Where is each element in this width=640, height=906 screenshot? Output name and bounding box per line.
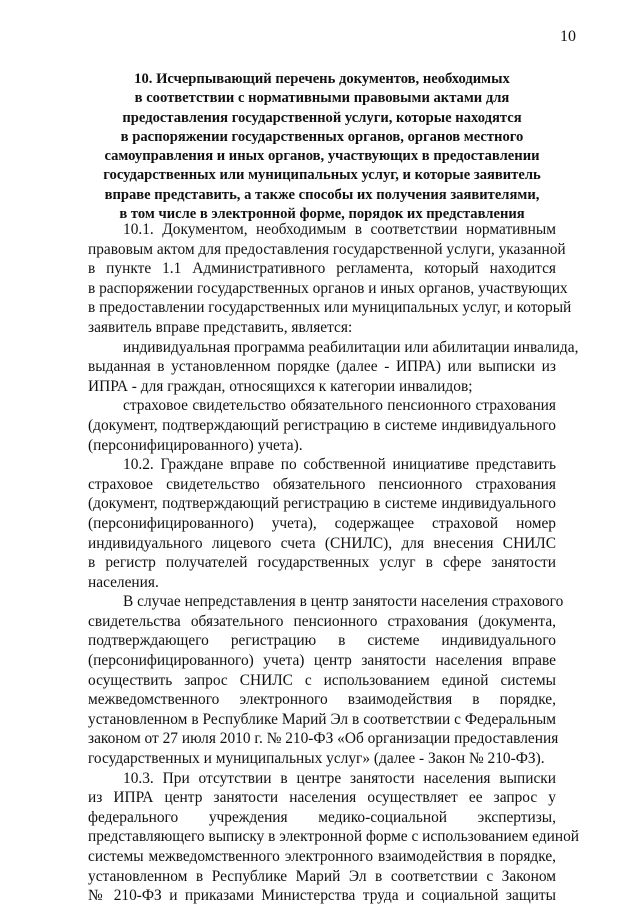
heading-line: предоставления государственной услуги, которые находятся [122, 109, 522, 126]
paragraph-line: представляющего выписку в электронной форме с использованием единой [88, 828, 579, 846]
paragraph-line: (персонифицированного) учета). [88, 436, 303, 454]
heading-line: самоуправления и иных органов, участвующих в предоставлении [104, 148, 540, 165]
paragraph-line: федерального учреждения медико-социальной экспертизы, [88, 808, 556, 826]
paragraph-line: в пункте 1.1 Административного регламента, который находится [88, 260, 556, 278]
paragraph [88, 769, 579, 906]
paragraph-line: свидетельства обязательного пенсионного страхования (документа, [88, 612, 556, 630]
paragraph-line: установленном в Республике Марий Эл в соответствии с Законом [88, 867, 556, 885]
paragraph [88, 220, 572, 338]
paragraph-line: населения. [88, 573, 159, 591]
page-number: 10 [560, 28, 576, 45]
paragraph-line: индивидуальная программа реабилитации или абилитации инвалида, [123, 338, 579, 356]
paragraph-line: индивидуального лицевого счета (СНИЛС), для внесения СНИЛС [88, 534, 556, 552]
paragraph-line: (документ, подтверждающий регистрацию в системе индивидуального [88, 495, 556, 513]
paragraph-line: страховое свидетельство обязательного пенсионного страхования [123, 397, 556, 415]
heading-line: в соответствии с нормативными правовыми актами для [134, 90, 510, 107]
paragraph-line: 10.2. Граждане вправе по собственной инициативе представить [123, 456, 556, 474]
paragraph [88, 455, 556, 592]
heading-line: в распоряжении государственных органов, органов местного [120, 128, 524, 145]
heading-line: вправе представить, а также способы их получения заявителями, [104, 186, 540, 203]
paragraph-line: правовым актом для предоставления государственной услуги, указанной [88, 240, 566, 258]
paragraph-line: ИПРА - для граждан, относящихся к категории инвалидов; [88, 377, 473, 395]
paragraph-line: в предоставлении государственных или муниципальных услуг, и который [88, 299, 572, 317]
paragraph-line: законом от 27 июля 2010 г. № 210-ФЗ «Об организации предоставления [88, 730, 559, 748]
paragraph [88, 396, 556, 455]
section-heading [96, 70, 548, 224]
document-body [88, 220, 579, 906]
paragraph-line: из ИПРА центр занятости населения осуществляет ее запрос у [88, 789, 556, 807]
paragraph-line: (персонифицированного) учета) центр занятости населения вправе [88, 652, 556, 670]
paragraph-line: страховое свидетельство обязательного пенсионного страхования [88, 475, 556, 493]
paragraph-line: осуществить запрос СНИЛС с использованием единой системы [88, 671, 556, 689]
paragraph-line: (документ, подтверждающий регистрацию в системе индивидуального [88, 416, 556, 434]
paragraph-line: В случае непредставления в центр занятости населения страхового [123, 593, 564, 611]
paragraph-line: 10.3. При отсутствии в центре занятости населения выписки [123, 769, 556, 787]
paragraph-line: в распоряжении государственных органов и иных органов, участвующих [88, 279, 568, 297]
heading-line: государственных или муниципальных услуг, и которые заявитель [103, 167, 541, 184]
paragraph-line: межведомственного электронного взаимодействия в порядке, [88, 691, 556, 709]
paragraph-line: в регистр получателей государственных услуг в сфере занятости [88, 554, 556, 572]
paragraph-line: установленном в Республике Марий Эл в соответствии с Федеральным [88, 710, 556, 728]
paragraph-line: подтверждающего регистрацию в системе индивидуального [88, 632, 556, 650]
heading-line: в том числе в электронной форме, порядок их представления [119, 206, 525, 223]
paragraph-line: (персонифицированного) учета), содержащее страховой номер [88, 514, 556, 532]
paragraph [88, 592, 564, 768]
paragraph-line: государственных и муниципальных услуг» (далее - Закон № 210-ФЗ). [88, 750, 545, 768]
paragraph-line: заявитель вправе представить, является: [88, 318, 353, 336]
paragraph-line: выданная в установленном порядке (далее - ИПРА) или выписки из [88, 358, 556, 376]
heading-line: 10. Исчерпывающий перечень документов, необходимых [134, 71, 510, 87]
paragraph-line: № 210-ФЗ и приказами Министерства труда и социальной защиты [88, 887, 556, 905]
paragraph-line: 10.1. Документом, необходимым в соответствии нормативным [123, 221, 556, 238]
paragraph-line: системы межведомственного электронного взаимодействия в порядке, [88, 848, 556, 865]
paragraph [88, 338, 579, 397]
